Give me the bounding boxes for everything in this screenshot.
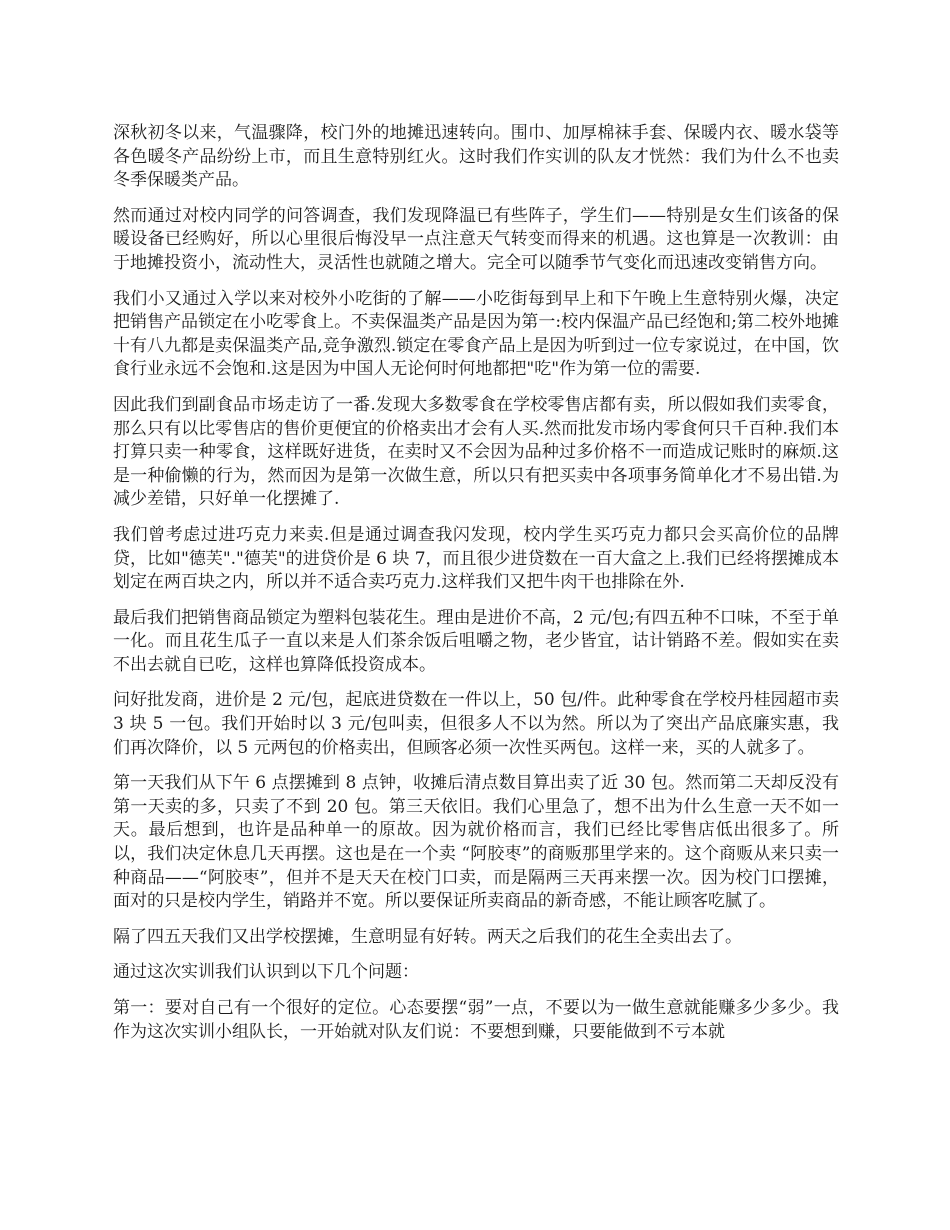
paragraph-7: 问好批发商，进价是 2 元/包，起底进贷数在一件以上，50 包/件。此种零食在学校丹桂园超市卖 3 块 5 一包。我们开始时以 3 元/包叫卖，但很多人不以为然。所以为了突出产品底廉实惠，我们再次降价，以 5 元两包的价格卖出，但顾客必须一次性买两包。这样一来，买的人就多了。 bbox=[113, 690, 839, 758]
paragraph-4: 因此我们到副食品市场走访了一番.发现大多数零食在学校零售店都有卖，所以假如我们卖零食，那么只有以比零售店的售价更便宜的价格卖出才会有人买.然而批发市场内零食何只千百种.我们本打算只卖一种零食，这样既好进货，在卖时又不会因为品种过多价格不一而造成记账时的麻烦.这是一种偷懒的行为，然而因为是第一次做生意，所以只有把买卖中各项事务简单化才不易出错.为减少差错，只好单一化摆摊了. bbox=[113, 394, 839, 510]
paragraph-11: 第一：要对自己有一个很好的定位。心态要摆“弱”一点，不要以为一做生意就能赚多少多少。我作为这次实训小组队长，一开始就对队友们说：不要想到赚，只要能做到不亏本就 bbox=[113, 998, 839, 1042]
paragraph-5: 我们曾考虑过进巧克力来卖.但是通过调查我闪发现，校内学生买巧克力都只会买高价位的品牌贷，比如"德芙"."德芙"的进贷价是 6 块 7，而且很少进贷数在一百大盒之上.我们已经将摆摊成本划定在两百块之内，所以并不适合卖巧克力.这样我们又把牛肉干也排除在外. bbox=[113, 524, 839, 593]
paragraph-2: 然而通过对校内同学的问答调查，我们发现降温已有些阵子，学生们——特别是女生们该备的保暖设备已经购好，所以心里很后悔没早一点注意天气转变而得来的机遇。这也算是一次教训：由于地摊投资小，流动性大，灵活性也就随之增大。完全可以随季节气变化而迅速改变销售方向。 bbox=[113, 205, 839, 273]
paragraph-1: 深秋初冬以来，气温骤降，校门外的地摊迅速转向。围巾、加厚棉袜手套、保暖内衣、暖水袋等各色暖冬产品纷纷上市，而且生意特别红火。这时我们作实训的队友才恍然：我们为什么不也卖冬季保暖类产品。 bbox=[113, 123, 839, 191]
paragraph-8: 第一天我们从下午 6 点摆摊到 8 点钟，收摊后清点数目算出卖了近 30 包。然而第二天却反没有第一天卖的多，只卖了不到 20 包。第三天依旧。我们心里急了，想不出为什么生意一天不如一天。最后想到，也许是品种单一的原故。因为就价格而言，我们已经比零售店低出很多了。所以，我们决定休息几天再摆。这也是在一个卖 “阿胶枣”的商贩那里学来的。这个商贩从来只卖一种商品——“阿胶枣”，但并不是天天在校门口卖，而是隔两三天再来摆一次。因为校门口摆摊，面对的只是校内学生，销路并不宽。所以要保证所卖商品的新奇感，不能让顾客吃腻了。 bbox=[113, 773, 839, 912]
document-body bbox=[113, 122, 839, 1056]
paragraph-6: 最后我们把销售商品锁定为塑料包装花生。理由是进价不高，2 元/包;有四五种不口味，不至于单一化。而且花生瓜子一直以来是人们茶余饭后咀嚼之物，老少皆宜，诂计销路不差。假如实在卖不出去就自已吃，这样也算降低投资成本。 bbox=[113, 607, 839, 675]
paragraph-9: 隔了四五天我们又出学校摆摊，生意明显有好转。两天之后我们的花生全卖出去了。 bbox=[113, 926, 742, 947]
paragraph-3: 我们小又通过入学以来对校外小吃街的了解——小吃街每到早上和下午晚上生意特别火爆，决定把销售产品锁定在小吃零食上。不卖保温类产品是因为第一:校内保温产品已经饱和;第二校外地摊十有八九都是卖保温类产品,竞争激烈.锁定在零食产品上是因为听到过一位专家说过，在中国，饮食行业永远不会饱和.这是因为中国人无论何时何地都把"吃"作为第一位的需要. bbox=[113, 288, 839, 380]
paragraph-10: 通过这次实训我们认识到以下几个问题： bbox=[113, 962, 419, 983]
